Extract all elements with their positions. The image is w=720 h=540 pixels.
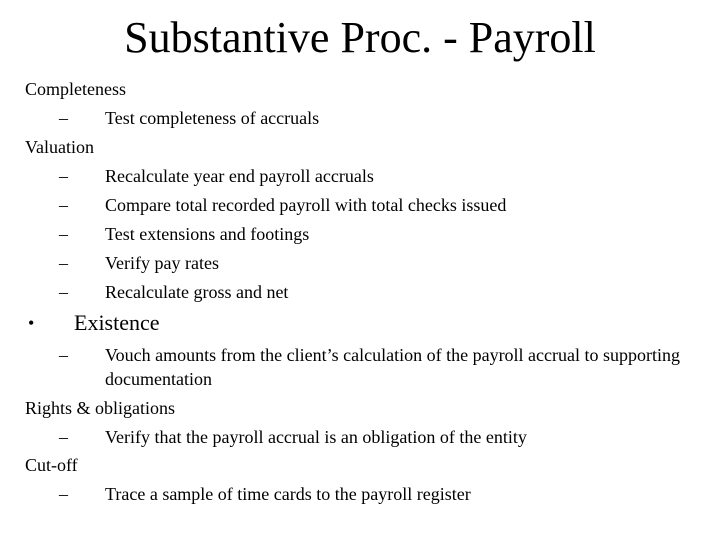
dash-marker: – (59, 345, 68, 365)
list-item: Test completeness of accruals (105, 108, 320, 128)
dash-marker: – (59, 108, 68, 128)
list-item: Compare total recorded payroll with total checks issued (105, 195, 507, 215)
section-heading-existence: Existence (74, 310, 160, 335)
list-item: Test extensions and footings (105, 224, 310, 244)
section-heading-completeness: Completeness (25, 79, 126, 99)
list-item: Verify that the payroll accrual is an obligation of the entity (105, 427, 527, 447)
list-item: Verify pay rates (105, 253, 219, 273)
dash-marker: – (59, 282, 68, 302)
list-item: Vouch amounts from the client’s calculation of the payroll accrual to supporting documentation (105, 345, 681, 389)
bullet-marker: • (28, 313, 35, 333)
dash-marker: – (59, 253, 68, 273)
section-heading-valuation: Valuation (25, 137, 94, 157)
dash-marker: – (59, 427, 68, 447)
slide-title: Substantive Proc. - Payroll (124, 13, 596, 62)
list-item: Trace a sample of time cards to the payroll register (105, 484, 471, 504)
section-heading-rights-obligations: Rights & obligations (25, 398, 176, 418)
dash-marker: – (59, 166, 68, 186)
dash-marker: – (59, 224, 68, 244)
list-item: Recalculate year end payroll accruals (105, 166, 374, 186)
dash-marker: – (59, 484, 68, 504)
dash-marker: – (59, 195, 68, 215)
list-item: Recalculate gross and net (105, 282, 289, 302)
section-heading-cut-off: Cut-off (25, 455, 78, 475)
